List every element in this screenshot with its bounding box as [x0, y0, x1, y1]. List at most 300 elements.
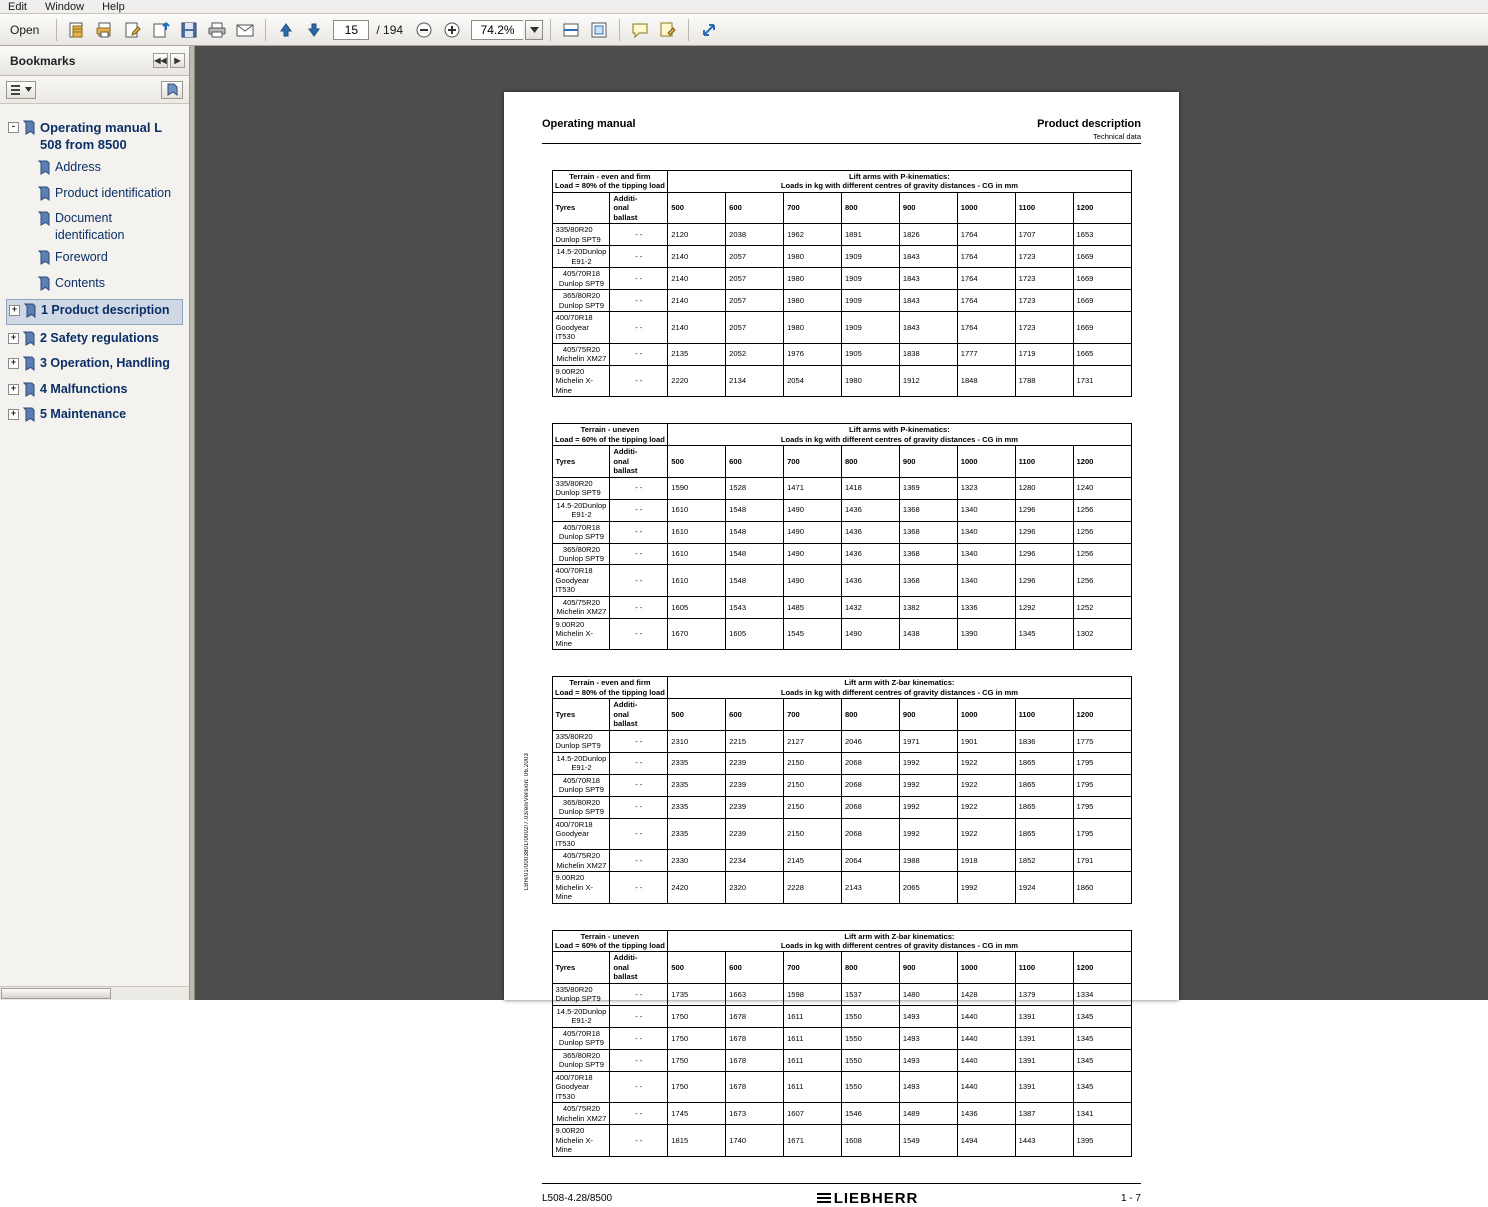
cell-tyre: 14.5-20Dunlop E91-2: [552, 246, 610, 268]
cell-load-value: 1610: [668, 565, 726, 596]
cell-load-value: 1340: [957, 565, 1015, 596]
cell-load-value: 2239: [726, 818, 784, 849]
col-header-cg-800: 800: [841, 446, 899, 477]
bookmark-label: Foreword: [55, 250, 108, 265]
cell-load-value: 2068: [841, 752, 899, 774]
cell-load-value: 1775: [1073, 730, 1131, 752]
cell-load-value: 1992: [899, 752, 957, 774]
edit-icon[interactable]: [120, 17, 146, 43]
cell-tyre: 14.5-20Dunlop E91-2: [552, 499, 610, 521]
cell-load-value: 1436: [841, 543, 899, 565]
cell-load-value: 2228: [784, 872, 842, 903]
cell-tyre: 405/75R20 Michelin XM27: [552, 343, 610, 365]
cell-load-value: 2134: [726, 365, 784, 396]
menu-window[interactable]: Window: [44, 1, 85, 13]
comment-icon[interactable]: [627, 17, 653, 43]
expander-placeholder: [23, 278, 34, 289]
cell-load-value: 1256: [1073, 521, 1131, 543]
page-number-input[interactable]: 15: [333, 20, 369, 40]
cell-load-value: 1707: [1015, 224, 1073, 246]
print-icon[interactable]: [204, 17, 230, 43]
cell-load-value: 1678: [726, 1027, 784, 1049]
cell-load-value: 1432: [841, 596, 899, 618]
cell-load-value: 1764: [957, 290, 1015, 312]
cell-load-value: 1723: [1015, 312, 1073, 343]
bookmark-icon: [23, 121, 35, 138]
cell-load-value: 1795: [1073, 774, 1131, 796]
cell-load-value: 1493: [899, 1071, 957, 1102]
cell-load-value: 1922: [957, 752, 1015, 774]
cell-load-value: 1340: [957, 521, 1015, 543]
expander-icon[interactable]: +: [8, 384, 19, 395]
col-header-cg-500: 500: [668, 192, 726, 223]
col-header-ballast: Additi- onal ballast: [610, 446, 668, 477]
cell-load-value: 1669: [1073, 246, 1131, 268]
cell-load-value: 1764: [957, 312, 1015, 343]
cell-load-value: 1723: [1015, 268, 1073, 290]
sidebar-horizontal-scrollbar[interactable]: [0, 986, 189, 1000]
cell-load-value: 1485: [784, 596, 842, 618]
scrollbar-thumb[interactable]: [1, 988, 111, 999]
upload-icon[interactable]: [148, 17, 174, 43]
fullscreen-icon[interactable]: [696, 17, 722, 43]
expander-icon[interactable]: +: [8, 409, 19, 420]
cell-load-value: 1296: [1015, 543, 1073, 565]
bookmark-icon: [23, 357, 35, 375]
cell-load-value: 2054: [784, 365, 842, 396]
cell-tyre: 405/70R18 Dunlop SPT9: [552, 521, 610, 543]
table-title-left: Terrain - uneven Load = 60% of the tipping load: [552, 424, 668, 446]
bookmark-options-icon[interactable]: [6, 81, 36, 99]
cell-ballast: - -: [610, 1027, 668, 1049]
footer-page-number: 1 - 7: [1120, 1192, 1141, 1204]
bookmark-item-safety-regulations[interactable]: [6, 327, 183, 353]
toolbar: [0, 14, 1488, 46]
bookmark-item-document-identification[interactable]: [6, 207, 183, 246]
cell-load-value: 1909: [841, 246, 899, 268]
cell-load-value: 1723: [1015, 246, 1073, 268]
cell-load-value: 1764: [957, 224, 1015, 246]
bookmark-icon: [38, 187, 50, 205]
zoom-out-icon[interactable]: [411, 17, 437, 43]
col-header-cg-500: 500: [668, 952, 726, 983]
cell-ballast: - -: [610, 1005, 668, 1027]
cell-load-value: 1980: [784, 268, 842, 290]
table-row: [552, 543, 1131, 565]
col-header-tyres: Tyres: [552, 192, 610, 223]
col-header-tyres: Tyres: [552, 699, 610, 730]
table-row: [552, 246, 1131, 268]
cell-load-value: 1980: [784, 246, 842, 268]
col-header-cg-1200: 1200: [1073, 192, 1131, 223]
cell-load-value: 1489: [899, 1103, 957, 1125]
zoom-in-icon[interactable]: [439, 17, 465, 43]
cell-load-value: 1670: [668, 618, 726, 649]
bookmark-item-foreword[interactable]: [6, 246, 183, 272]
cell-load-value: 1980: [784, 312, 842, 343]
cell-tyre: 365/80R20 Dunlop SPT9: [552, 543, 610, 565]
cell-load-value: 1390: [957, 618, 1015, 649]
save-copy-icon[interactable]: [64, 17, 90, 43]
table-row: [552, 1071, 1131, 1102]
bookmark-item-malfunctions[interactable]: [6, 378, 183, 404]
bookmark-label: Product identification: [55, 185, 172, 200]
cell-load-value: 1992: [899, 818, 957, 849]
email-icon[interactable]: [232, 17, 258, 43]
cell-load-value: 1256: [1073, 543, 1131, 565]
table-row: [552, 752, 1131, 774]
zoom-level-input[interactable]: 74.2%: [471, 20, 523, 40]
load-table: [552, 423, 1132, 650]
cell-load-value: 1302: [1073, 618, 1131, 649]
page-down-icon[interactable]: [301, 17, 327, 43]
cell-load-value: 2234: [726, 850, 784, 872]
cell-load-value: 1436: [957, 1103, 1015, 1125]
cell-load-value: 1788: [1015, 365, 1073, 396]
cell-load-value: 1428: [957, 983, 1015, 1005]
cell-tyre: 405/75R20 Michelin XM27: [552, 1103, 610, 1125]
col-header-cg-1200: 1200: [1073, 446, 1131, 477]
cell-load-value: 1323: [957, 477, 1015, 499]
table-row: [552, 596, 1131, 618]
cell-ballast: - -: [610, 1071, 668, 1102]
cell-load-value: 1480: [899, 983, 957, 1005]
cell-load-value: 1436: [841, 565, 899, 596]
col-header-cg-1000: 1000: [957, 952, 1015, 983]
cell-load-value: 2150: [784, 818, 842, 849]
cell-ballast: - -: [610, 477, 668, 499]
cell-ballast: - -: [610, 983, 668, 1005]
cell-load-value: 2150: [784, 752, 842, 774]
table-row: [552, 1027, 1131, 1049]
cell-load-value: 1901: [957, 730, 1015, 752]
bookmark-label: 1 Product description: [41, 303, 170, 318]
table-title-left: Terrain - even and firm Load = 80% of the tipping load: [552, 677, 668, 699]
cell-load-value: 1345: [1073, 1005, 1131, 1027]
cell-tyre: 335/80R20 Dunlop SPT9: [552, 477, 610, 499]
cell-load-value: 1550: [841, 1071, 899, 1102]
cell-load-value: 1537: [841, 983, 899, 1005]
cell-load-value: 1490: [784, 499, 842, 521]
cell-load-value: 1296: [1015, 521, 1073, 543]
cell-load-value: 2140: [668, 268, 726, 290]
cell-tyre: 9.00R20 Michelin X-Mine: [552, 365, 610, 396]
table-title-left: Terrain - even and firm Load = 80% of the tipping load: [552, 171, 668, 193]
cell-load-value: 2057: [726, 312, 784, 343]
cell-load-value: 1550: [841, 1027, 899, 1049]
cell-tyre: 405/70R18 Dunlop SPT9: [552, 268, 610, 290]
cell-load-value: 1836: [1015, 730, 1073, 752]
cell-load-value: 1546: [841, 1103, 899, 1125]
bookmark-item-product-identification[interactable]: [6, 182, 183, 208]
cell-load-value: 2038: [726, 224, 784, 246]
col-header-cg-700: 700: [784, 952, 842, 983]
bookmarks-tree[interactable]: [0, 104, 189, 986]
page-up-icon[interactable]: [273, 17, 299, 43]
brand-text: LIEBHERR: [833, 1189, 919, 1207]
bookmark-icon: [24, 304, 36, 322]
cell-load-value: 1340: [957, 499, 1015, 521]
bookmark-icon: [38, 251, 50, 269]
cell-ballast: - -: [610, 818, 668, 849]
page-total-label: / 194: [376, 22, 404, 37]
cell-load-value: 1865: [1015, 774, 1073, 796]
cell-load-value: 1905: [841, 343, 899, 365]
cell-tyre: 400/70R18 Goodyear IT530: [552, 312, 610, 343]
bookmark-icon: [23, 408, 35, 426]
cell-load-value: 2057: [726, 268, 784, 290]
pdf-page: [504, 92, 1179, 1207]
toolbar-separator: [550, 19, 551, 41]
table-row: [552, 618, 1131, 649]
main-body: [0, 46, 1488, 1207]
cell-tyre: 365/80R20 Dunlop SPT9: [552, 290, 610, 312]
cell-tyre: 9.00R20 Michelin X-Mine: [552, 872, 610, 903]
cell-load-value: 1391: [1015, 1005, 1073, 1027]
cell-load-value: 1678: [726, 1049, 784, 1071]
print-copy-icon[interactable]: [92, 17, 118, 43]
toolbar-separator: [56, 19, 57, 41]
bookmark-icon: [38, 161, 50, 179]
cell-load-value: 1750: [668, 1049, 726, 1071]
cell-load-value: 1865: [1015, 752, 1073, 774]
cell-load-value: 1678: [726, 1071, 784, 1102]
expander-icon[interactable]: +: [8, 358, 19, 369]
cell-tyre: 400/70R18 Goodyear IT530: [552, 565, 610, 596]
cell-load-value: 1891: [841, 224, 899, 246]
cell-load-value: 1590: [668, 477, 726, 499]
cell-tyre: 365/80R20 Dunlop SPT9: [552, 796, 610, 818]
cell-load-value: 2140: [668, 246, 726, 268]
bookmark-item-operation-handling[interactable]: [6, 352, 183, 378]
cell-load-value: 1336: [957, 596, 1015, 618]
cell-load-value: 2335: [668, 818, 726, 849]
cell-load-value: 1549: [899, 1125, 957, 1156]
cell-load-value: 1665: [1073, 343, 1131, 365]
cell-load-value: 1252: [1073, 596, 1131, 618]
expander-placeholder: [23, 188, 34, 199]
cell-tyre: 9.00R20 Michelin X-Mine: [552, 1125, 610, 1156]
cell-load-value: 1962: [784, 224, 842, 246]
col-header-cg-600: 600: [726, 446, 784, 477]
table-row: [552, 1049, 1131, 1071]
cell-load-value: 1391: [1015, 1049, 1073, 1071]
document-viewport[interactable]: [195, 46, 1488, 1207]
fit-page-icon[interactable]: [586, 17, 612, 43]
cell-load-value: 1988: [899, 850, 957, 872]
bookmark-tag-icon[interactable]: [161, 81, 183, 99]
page-header-left: Operating manual: [542, 118, 636, 130]
cell-ballast: - -: [610, 796, 668, 818]
table-row: [552, 1125, 1131, 1156]
cell-load-value: 1548: [726, 565, 784, 596]
cell-load-value: 1815: [668, 1125, 726, 1156]
cell-load-value: 2046: [841, 730, 899, 752]
col-header-cg-900: 900: [899, 446, 957, 477]
liebherr-logo: [815, 1190, 919, 1207]
bookmark-label: Document identification: [55, 211, 125, 242]
expander-icon[interactable]: +: [9, 305, 20, 316]
cell-load-value: 2057: [726, 290, 784, 312]
cell-load-value: 1671: [784, 1125, 842, 1156]
cell-load-value: 1379: [1015, 983, 1073, 1005]
table-row: [552, 290, 1131, 312]
cell-load-value: 1992: [957, 872, 1015, 903]
table-row: [552, 499, 1131, 521]
col-header-cg-800: 800: [841, 952, 899, 983]
col-header-cg-800: 800: [841, 699, 899, 730]
cell-ballast: - -: [610, 1103, 668, 1125]
toolbar-separator: [688, 19, 689, 41]
cell-load-value: 1493: [899, 1049, 957, 1071]
cell-load-value: 1610: [668, 521, 726, 543]
cell-load-value: 1843: [899, 246, 957, 268]
cell-load-value: 1922: [957, 774, 1015, 796]
expander-placeholder: [23, 213, 34, 224]
bookmark-label: Address: [55, 160, 101, 175]
cell-tyre: 335/80R20 Dunlop SPT9: [552, 224, 610, 246]
col-header-cg-800: 800: [841, 192, 899, 223]
cell-tyre: 335/80R20 Dunlop SPT9: [552, 730, 610, 752]
cell-load-value: 2145: [784, 850, 842, 872]
bookmark-item-contents[interactable]: [6, 272, 183, 298]
cell-load-value: 1494: [957, 1125, 1015, 1156]
table-row: [552, 730, 1131, 752]
expander-placeholder: [23, 162, 34, 173]
bookmark-icon: [38, 277, 50, 295]
cell-load-value: 1493: [899, 1027, 957, 1049]
table-row: [552, 521, 1131, 543]
col-header-cg-900: 900: [899, 699, 957, 730]
open-button[interactable]: Open: [10, 22, 40, 37]
bookmark-label: 5 Maintenance: [40, 407, 127, 422]
load-tables-container: [542, 170, 1141, 1157]
cell-tyre: 365/80R20 Dunlop SPT9: [552, 1049, 610, 1071]
cell-load-value: 2239: [726, 752, 784, 774]
cell-load-value: 1345: [1073, 1027, 1131, 1049]
cell-load-value: 1924: [1015, 872, 1073, 903]
cell-ballast: - -: [610, 850, 668, 872]
cell-load-value: 1368: [899, 565, 957, 596]
cell-load-value: 1976: [784, 343, 842, 365]
note-icon[interactable]: [655, 17, 681, 43]
cell-load-value: 1545: [784, 618, 842, 649]
cell-load-value: 1369: [899, 477, 957, 499]
bookmark-label: 3 Operation, Handling: [40, 356, 170, 371]
cell-load-value: 1735: [668, 983, 726, 1005]
expander-icon[interactable]: +: [8, 333, 19, 344]
cell-load-value: 1368: [899, 543, 957, 565]
col-header-cg-1100: 1100: [1015, 699, 1073, 730]
bookmark-item-operating-manual[interactable]: [6, 116, 183, 156]
cell-load-value: 2140: [668, 290, 726, 312]
logo-bars-icon: [817, 1193, 831, 1204]
chevron-down-icon[interactable]: [525, 20, 543, 40]
cell-ballast: - -: [610, 752, 668, 774]
cell-ballast: - -: [610, 521, 668, 543]
cell-load-value: 2143: [841, 872, 899, 903]
cell-load-value: 1345: [1015, 618, 1073, 649]
table-title-right: Lift arm with Z-bar kinematics: Loads in kg with different centres of gravity distances - CG in mm: [668, 677, 1131, 699]
bookmark-icon: [23, 332, 35, 350]
cell-load-value: 1918: [957, 850, 1015, 872]
col-header-ballast: Additi- onal ballast: [610, 699, 668, 730]
col-header-tyres: Tyres: [552, 446, 610, 477]
bookmark-label: 2 Safety regulations: [40, 330, 159, 345]
cell-load-value: 1382: [899, 596, 957, 618]
expand-panel-icon[interactable]: ▶: [170, 53, 185, 68]
table-title-right: Lift arms with P-kinematics: Loads in kg with different centres of gravity distances - CG in mm: [668, 424, 1131, 446]
menu-edit[interactable]: Edit: [8, 1, 27, 13]
save-icon[interactable]: [176, 17, 202, 43]
table-row: [552, 796, 1131, 818]
bookmark-item-address[interactable]: [6, 156, 183, 182]
cell-load-value: 1745: [668, 1103, 726, 1125]
table-row: [552, 1005, 1131, 1027]
cell-load-value: 1611: [784, 1027, 842, 1049]
cell-load-value: 1843: [899, 290, 957, 312]
cell-load-value: 2215: [726, 730, 784, 752]
collapse-all-icon[interactable]: ◀◀: [153, 53, 168, 68]
bookmark-item-maintenance[interactable]: [6, 403, 183, 429]
cell-load-value: 2127: [784, 730, 842, 752]
table-row: [552, 268, 1131, 290]
cell-load-value: 1663: [726, 983, 784, 1005]
cell-tyre: 405/70R18 Dunlop SPT9: [552, 774, 610, 796]
cell-tyre: 405/75R20 Michelin XM27: [552, 596, 610, 618]
cell-load-value: 1723: [1015, 290, 1073, 312]
cell-load-value: 2068: [841, 796, 899, 818]
cell-load-value: 1971: [899, 730, 957, 752]
cell-load-value: 1368: [899, 499, 957, 521]
cell-load-value: 1909: [841, 268, 899, 290]
cell-load-value: 1528: [726, 477, 784, 499]
cell-load-value: 1719: [1015, 343, 1073, 365]
col-header-cg-1100: 1100: [1015, 952, 1073, 983]
cell-ballast: - -: [610, 774, 668, 796]
cell-tyre: 400/70R18 Goodyear IT530: [552, 818, 610, 849]
cell-load-value: 2239: [726, 774, 784, 796]
cell-load-value: 1550: [841, 1005, 899, 1027]
cell-ballast: - -: [610, 312, 668, 343]
cell-load-value: 1334: [1073, 983, 1131, 1005]
cell-load-value: 2330: [668, 850, 726, 872]
bookmark-icon: [23, 383, 35, 401]
bookmark-item-product-description[interactable]: [6, 299, 183, 325]
cell-load-value: 1852: [1015, 850, 1073, 872]
cell-load-value: 1368: [899, 521, 957, 543]
cell-load-value: 1607: [784, 1103, 842, 1125]
table-row: [552, 1103, 1131, 1125]
cell-tyre: 405/70R18 Dunlop SPT9: [552, 1027, 610, 1049]
cell-load-value: 1750: [668, 1027, 726, 1049]
cell-load-value: 1826: [899, 224, 957, 246]
menu-help[interactable]: Help: [102, 1, 125, 13]
cell-load-value: 1438: [899, 618, 957, 649]
cell-load-value: 1548: [726, 521, 784, 543]
table-row: [552, 774, 1131, 796]
load-table: [552, 676, 1132, 903]
cell-load-value: 1395: [1073, 1125, 1131, 1156]
cell-load-value: 2140: [668, 312, 726, 343]
cell-load-value: 1669: [1073, 312, 1131, 343]
cell-load-value: 1548: [726, 499, 784, 521]
fit-width-icon[interactable]: [558, 17, 584, 43]
cell-load-value: 2320: [726, 872, 784, 903]
cell-load-value: 1490: [784, 521, 842, 543]
cell-load-value: 1605: [668, 596, 726, 618]
expander-icon[interactable]: -: [8, 122, 19, 133]
